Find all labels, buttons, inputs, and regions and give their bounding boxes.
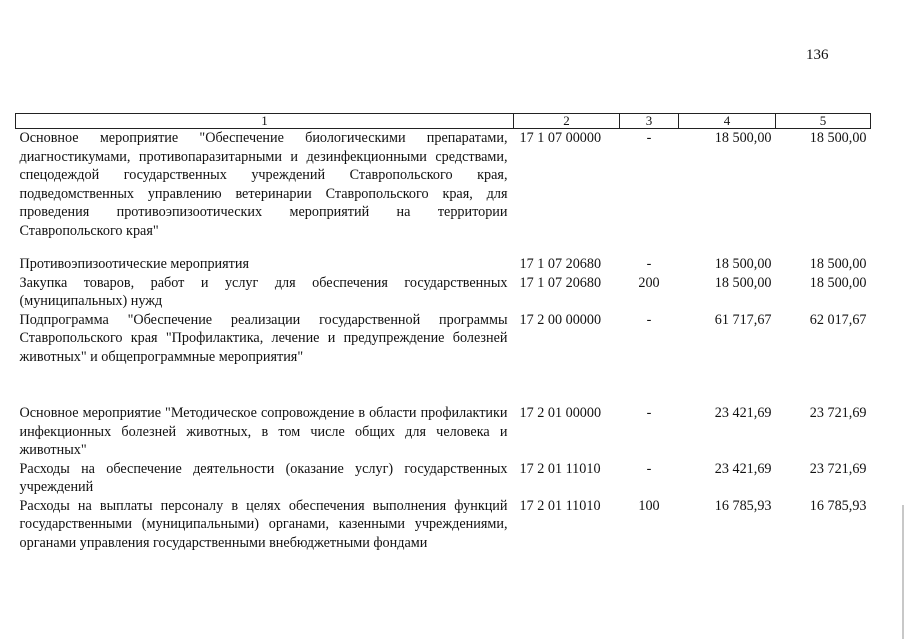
row-code: 17 1 07 20680: [519, 274, 602, 291]
table-header-row: [16, 114, 871, 129]
budget-table: [15, 113, 871, 552]
row-sum-year1: 18 500,00: [714, 274, 772, 291]
table-row: [16, 311, 871, 405]
row-sum-year2: 18 500,00: [809, 256, 867, 272]
row-code: 17 2 01 00000: [519, 405, 602, 421]
column-header-5: 5: [776, 114, 871, 129]
row-sum-year2: 23 721,69: [809, 405, 867, 421]
row-expense-type: -: [646, 130, 652, 146]
table-row: [16, 460, 871, 497]
row-sum-year1: 16 785,93: [714, 497, 772, 514]
scan-edge-mark: [902, 505, 904, 639]
column-header-2: 2: [514, 114, 620, 129]
column-header-3: 3: [620, 114, 679, 129]
row-sum-year2: 23 721,69: [809, 460, 867, 477]
column-header-1: 1: [16, 114, 514, 129]
row-sum-year1: 23 421,69: [714, 460, 772, 477]
row-sum-year2: 18 500,00: [809, 274, 867, 291]
row-name: Подпрограмма "Обеспечение реализации государственной программы Ставропольского края "Профилактика, лечение и предупреждение болезней животных" и общепрограммные мероприятия": [19, 311, 508, 365]
row-code: 17 1 07 00000: [519, 130, 602, 146]
table-row: [16, 129, 871, 256]
row-name: Основное мероприятие "Методическое сопровождение в области профилактики инфекционных болезней животных, в том числе общих для человека и животных": [19, 405, 508, 458]
row-code: 17 1 07 20680: [519, 256, 602, 272]
row-sum-year1: 18 500,00: [714, 256, 772, 272]
row-expense-type: 100: [638, 497, 660, 514]
table-row: [16, 255, 871, 274]
row-sum-year2: 16 785,93: [809, 497, 867, 514]
row-name: Противоэпизоотические мероприятия: [19, 256, 249, 272]
row-name: Основное мероприятие "Обеспечение биологическими препаратами, диагностикумами, противопаразитарными и дезинфекционными средствами, спецодеждой государственных учреждений Ставропольского края, подведомственных управлению ветеринарии Ставропольского края, для проведения противоэпизоотических мероприятий на территории Ставропольского края": [19, 130, 508, 239]
table-row: [16, 497, 871, 553]
row-expense-type: -: [646, 256, 652, 272]
row-expense-type: -: [646, 311, 652, 328]
row-sum-year2: 62 017,67: [809, 311, 867, 328]
column-header-4: 4: [679, 114, 776, 129]
row-code: 17 2 01 11010: [519, 460, 601, 477]
row-name: Расходы на выплаты персоналу в целях обеспечения выполнения функций государственными (муниципальными) органами, казенными учреждениями, органами управления государственными внебюджетными фондами: [19, 497, 508, 551]
row-expense-type: 200: [638, 274, 660, 291]
row-name: Расходы на обеспечение деятельности (оказание услуг) государственных учреждений: [19, 460, 508, 495]
row-sum-year1: 18 500,00: [714, 130, 772, 146]
table-row: [16, 274, 871, 311]
row-sum-year1: 23 421,69: [714, 405, 772, 421]
page-number: 136: [806, 47, 829, 63]
row-code: 17 2 01 11010: [519, 497, 601, 514]
row-code: 17 2 00 00000: [519, 311, 602, 328]
row-sum-year2: 18 500,00: [809, 130, 867, 146]
table-row: [16, 404, 871, 460]
row-expense-type: -: [646, 405, 652, 421]
row-expense-type: -: [646, 460, 652, 477]
row-sum-year1: 61 717,67: [714, 311, 772, 328]
row-name: Закупка товаров, работ и услуг для обеспечения государственных (муниципальных) нужд: [19, 274, 508, 309]
